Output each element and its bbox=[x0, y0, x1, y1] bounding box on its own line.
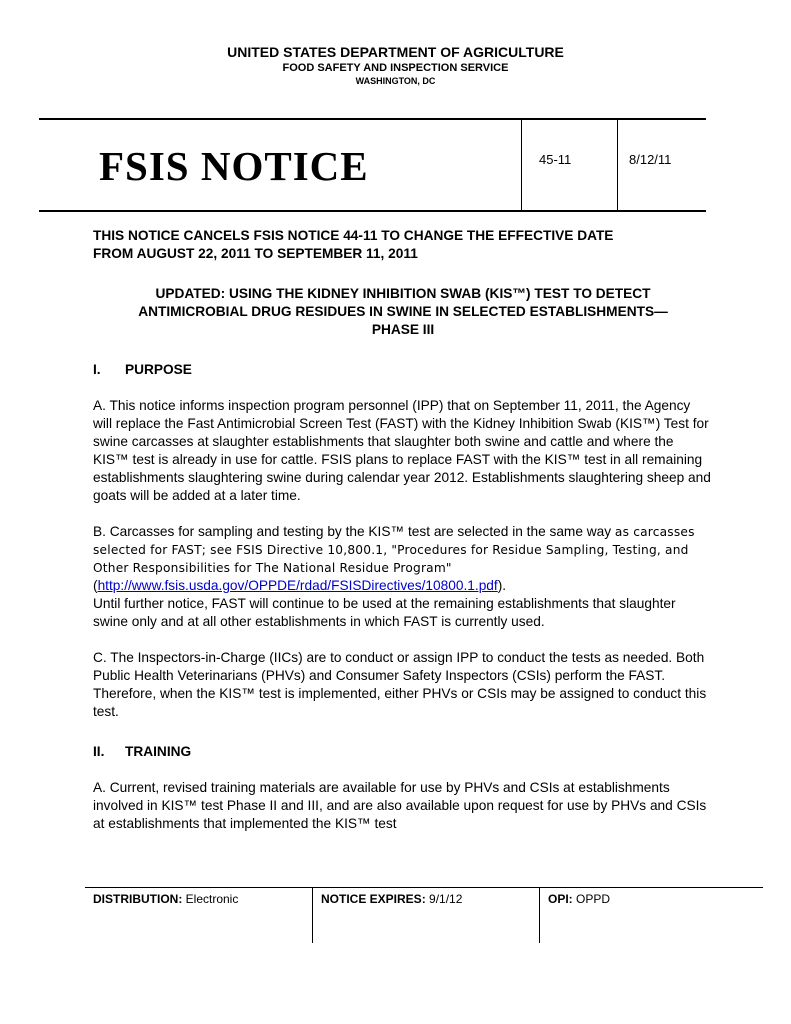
paragraph-purpose-a: A. This notice informs inspection program personnel (IPP) that on September 11, 2011, the Agency will replace the Fast Antimicrobial Screen Test (FAST) with the Kidney Inhibition Swab (KIS™) Test for swine carcasses at slaughter establishments that slaughter both swine and cattle and where the KIS™ test is already in use for cattle. FSIS plans to replace FAST with the KIS™ test in all remaining establishments slaughtering swine during calendar year 2012. Establishments slaughtering sheep and goats will be added at a later time. bbox=[93, 398, 711, 503]
agency-name: UNITED STATES DEPARTMENT OF AGRICULTURE bbox=[227, 44, 564, 60]
notice-title: FSIS NOTICE bbox=[99, 143, 369, 189]
title-divider bbox=[521, 120, 522, 210]
expires-cell: NOTICE EXPIRES: 9/1/12 bbox=[321, 892, 463, 906]
notice-number: 45-11 bbox=[539, 152, 572, 167]
paragraph-training-a: A. Current, revised training materials are available for use by PHVs and CSIs at establishments involved in KIS™ test Phase II and III, and are also available upon request for use by PHVs and CSIs at establishments that implemented the KIS™ test bbox=[93, 780, 707, 831]
distribution-cell: DISTRIBUTION: Electronic bbox=[93, 892, 239, 906]
notice-title-box bbox=[39, 118, 706, 212]
section-heading-training: II. TRAINING bbox=[93, 744, 192, 759]
footer-divider bbox=[312, 888, 313, 943]
distribution-footer bbox=[85, 887, 763, 943]
paragraph-purpose-c: C. The Inspectors-in-Charge (IICs) are to conduct or assign IPP to conduct the tests as needed. Both Public Health Veterinarians (PHVs) and Consumer Safety Inspectors (CSIs) perform the FAST. Therefore, when the KIS™ test is implemented, either PHVs or CSIs may be assigned to conduct this test. bbox=[93, 650, 707, 719]
footer-divider bbox=[539, 888, 540, 943]
opi-cell: OPI: OPPD bbox=[548, 892, 611, 906]
cancellation-statement: THIS NOTICE CANCELS FSIS NOTICE 44-11 TO CHANGE THE EFFECTIVE DATE FROM AUGUST 22, 2011 TO SEPTEMBER 11, 2011 bbox=[93, 228, 614, 261]
section-heading-purpose: I. PURPOSE bbox=[93, 362, 192, 377]
agency-header bbox=[0, 44, 791, 87]
title-divider bbox=[617, 120, 618, 210]
notice-date: 8/12/11 bbox=[629, 152, 672, 167]
notice-body bbox=[93, 227, 713, 833]
location: WASHINGTON, DC bbox=[355, 76, 436, 86]
directive-link[interactable]: http://www.fsis.usda.gov/OPPDE/rdad/FSISDirectives/10800.1.pdf bbox=[97, 578, 498, 593]
notice-subject: UPDATED: USING THE KIDNEY INHIBITION SWAB (KIS™) TEST TO DETECT ANTIMICROBIAL DRUG RESIDUES IN SWINE IN SELECTED ESTABLISHMENTS— PHASE III bbox=[138, 286, 668, 337]
paragraph-purpose-b: B. Carcasses for sampling and testing by the KIS™ test are selected in the same way as carcasses selected for FAST; see FSIS Directive 10,800.1, "Procedures for Residue Sampling, Testing, and Other Responsibilities for The National Residue Program" (http://www.fsis.usda.gov/OPPDE/rdad/FSISDirectives/10800.1.pdf). Until further notice, FAST will continue to be used at the remaining establishments that slaughter swine only and at all other establishments in which FAST is currently used. bbox=[93, 524, 695, 629]
service-name: FOOD SAFETY AND INSPECTION SERVICE bbox=[282, 62, 509, 74]
